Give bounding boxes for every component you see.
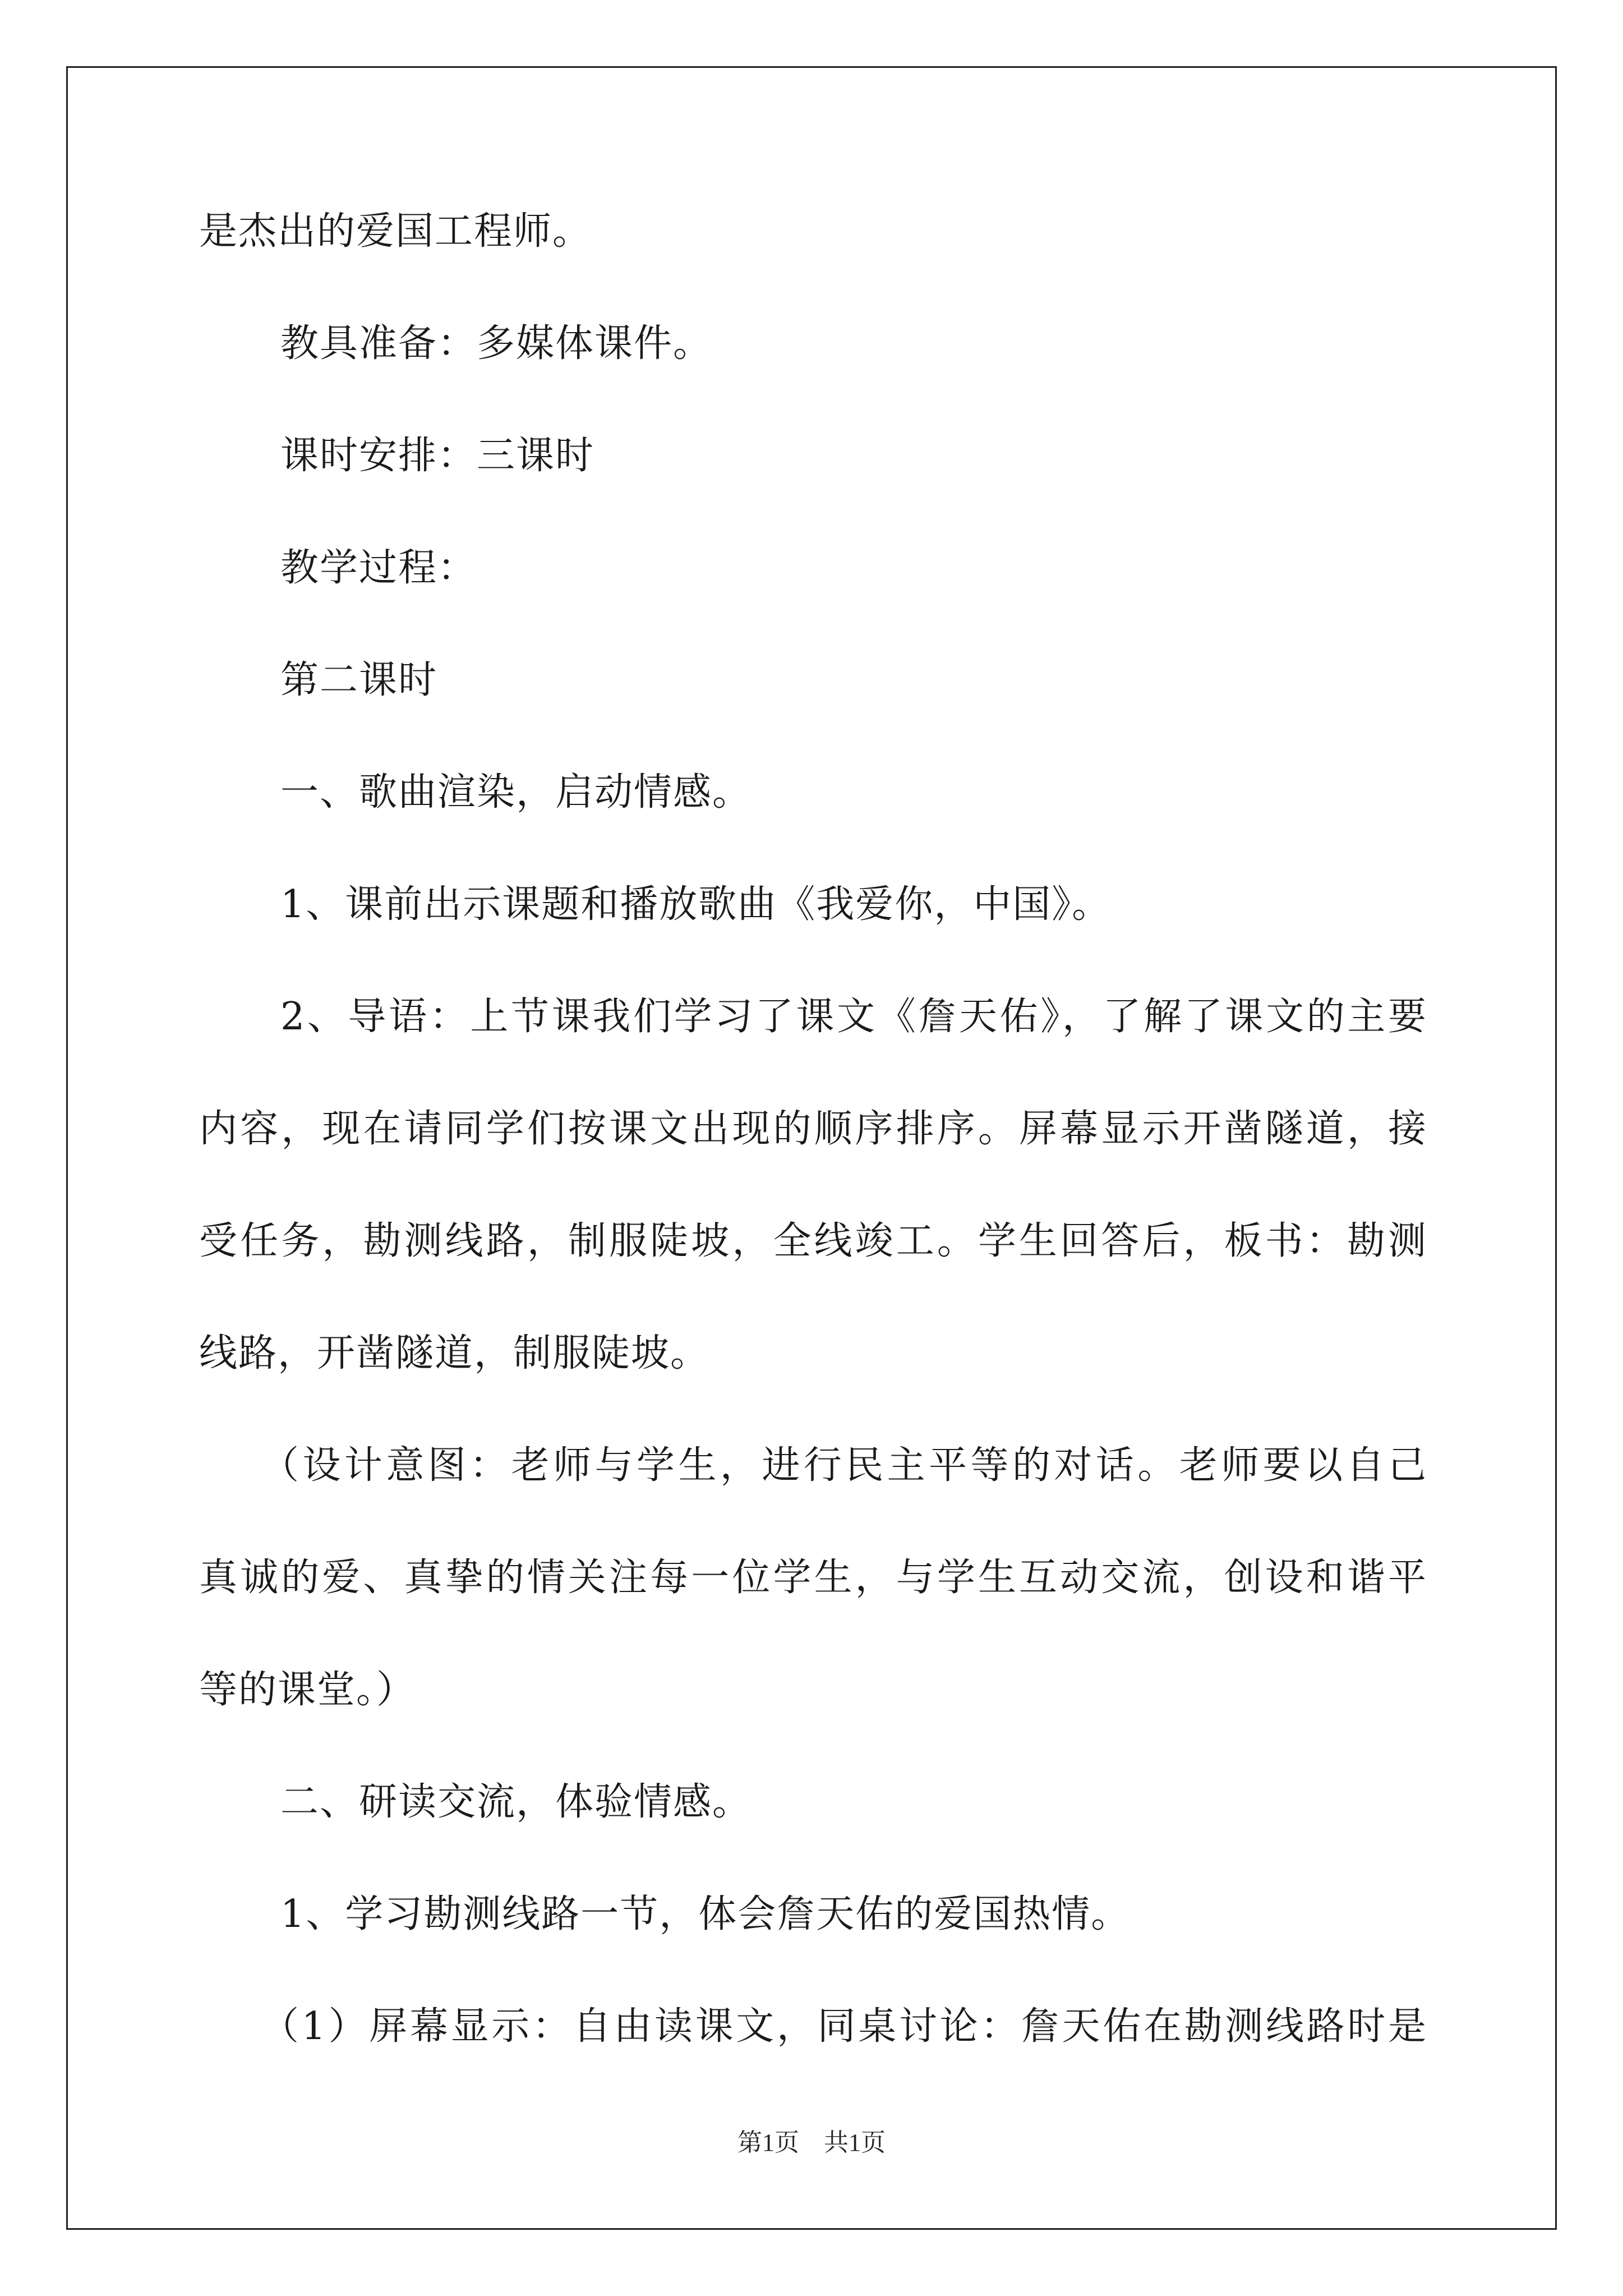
text-line-17: （1）屏幕显示：自由读课文，同桌讨论：詹天佑在勘测线路时是 bbox=[261, 2004, 1427, 2049]
text-line-9: 内容，现在请同学们按课文出现的顺序排序。屏幕显示开凿隧道，接 bbox=[199, 1107, 1427, 1151]
text-line-6: 一、歌曲渲染，启动情感。 bbox=[280, 770, 752, 815]
text-line-5: 第二课时 bbox=[280, 658, 438, 702]
text-line-3: 课时安排：三课时 bbox=[280, 434, 595, 478]
text-line-11: 线路，开凿隧道，制服陡坡。 bbox=[199, 1331, 710, 1375]
text-line-8: 2、导语：上节课我们学习了课文《詹天佑》，了解了课文的主要 bbox=[280, 995, 1427, 1039]
page-footer: 第1页 共1页 bbox=[737, 2129, 886, 2156]
text-line-10: 受任务，勘测线路，制服陡坡，全线竣工。学生回答后，板书：勘测 bbox=[199, 1219, 1427, 1263]
text-line-4: 教学过程： bbox=[280, 546, 477, 590]
text-line-14: 等的课堂。） bbox=[199, 1668, 416, 1712]
text-line-1: 是杰出的爱国工程师。 bbox=[199, 209, 592, 254]
text-line-2: 教具准备：多媒体课件。 bbox=[280, 321, 713, 366]
text-line-16: 1、学习勘测线路一节，体会詹天佑的爱国热情。 bbox=[280, 1892, 1131, 1936]
text-line-15: 二、研读交流，体验情感。 bbox=[280, 1780, 752, 1824]
text-line-7: 1、课前出示课题和播放歌曲《我爱你，中国》。 bbox=[280, 882, 1112, 927]
text-line-12: （设计意图：老师与学生，进行民主平等的对话。老师要以自己 bbox=[261, 1443, 1427, 1488]
text-line-13: 真诚的爱、真挚的情关注每一位学生，与学生互动交流，创设和谐平 bbox=[199, 1556, 1427, 1600]
